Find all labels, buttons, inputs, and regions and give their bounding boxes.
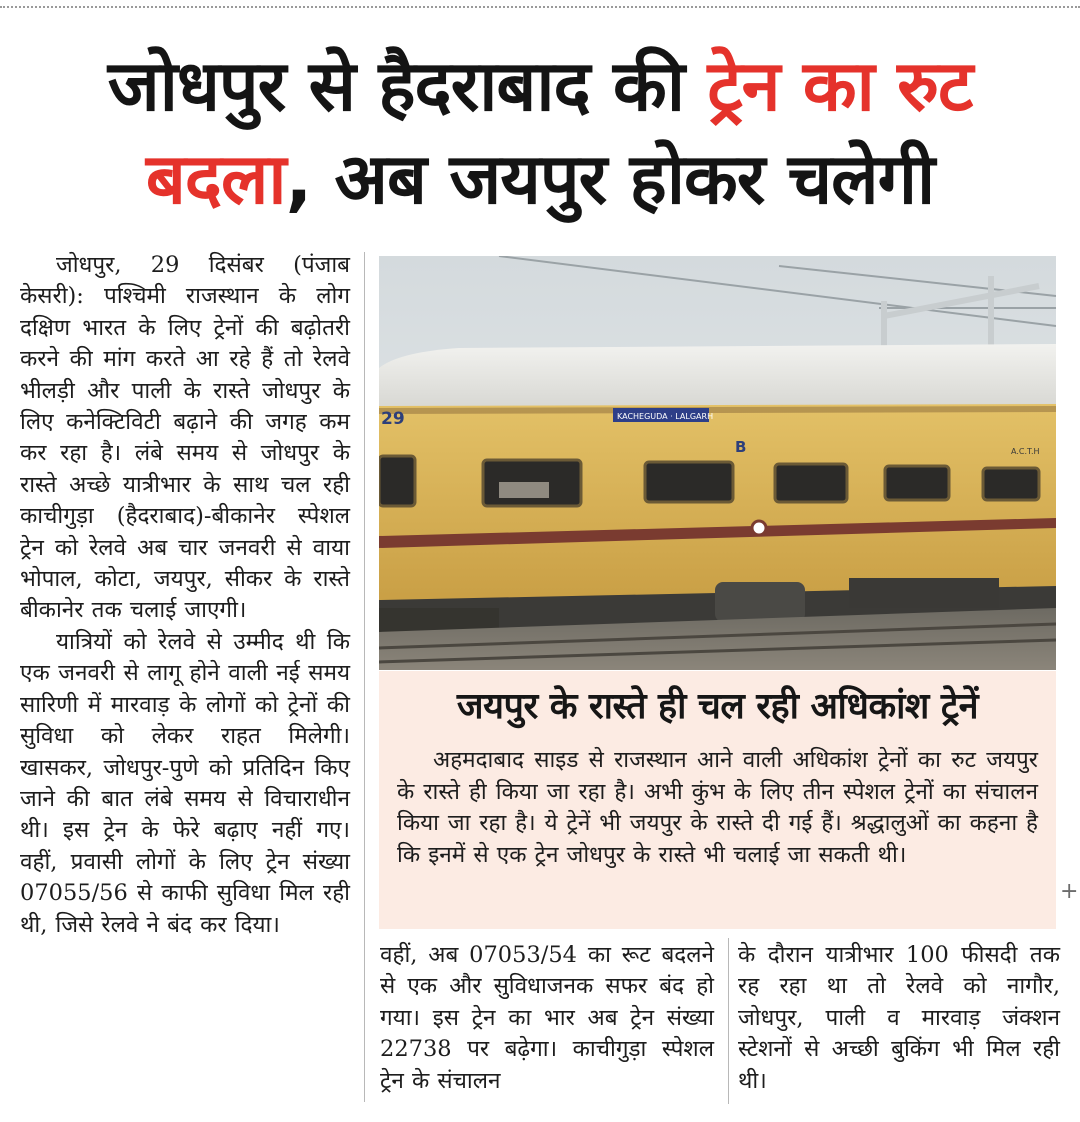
- coach-number: 29: [381, 409, 405, 429]
- headline-line1-red: ट्रेन का रुट: [707, 45, 973, 127]
- column-divider-lower: [728, 938, 729, 1104]
- coach-code: A.C.T.H: [1011, 447, 1040, 456]
- coach-class-letter: B: [735, 438, 747, 456]
- article-paragraph-3: वहीं, अब 07053/54 का रूट बदलने से एक और सुविधाजनक सफर बंद हो गया। इस ट्रेन का भार अब ट्रेन संख्या 22738 पर बढ़ेगा। काचीगुड़ा स्पेशल ट्रेन के संचालन: [380, 942, 714, 1094]
- headline-line2-red: बदला: [145, 138, 286, 220]
- sidebar-title: जयपुर के रास्ते ही चल रही अधिकांश ट्रेनें: [456, 686, 979, 727]
- coach-destination-board: KACHEGUDA · LALGARH: [617, 412, 714, 421]
- crop-mark: +: [1060, 879, 1079, 904]
- article-paragraph-2: यात्रियों को रेलवे से उम्मीद थी कि एक जनवरी से लागू होने वाली नई समय सारिणी में मारवाड़ के लोगों को ट्रेनों की सुविधा को लेकर राहत मिलेगी। खासकर, जोधपुर-पुणे को प्रतिदिन किए जाने की बात लंबे समय से विचाराधीन थी। इस ट्रेन के फेरे बढ़ाए नहीं गए। वहीं, प्रवासी लोगों के लिए ट्रेन संख्या 07055/56 से काफी सुविधा मिल रही थी, जिसे रेलवे ने बंद कर दिया।: [20, 628, 350, 938]
- article-right-column: [738, 940, 1060, 1097]
- headline: [14, 40, 1066, 226]
- article-left-column: [20, 250, 350, 941]
- article-paragraph-4: के दौरान यात्रीभार 100 फीसदी तक रह रहा था तो रेलवे को नागौर, जोधपुर, पाली व मारवाड़ जंक्शन स्टेशनों से अच्छी बुकिंग भी मिल रही थी।: [738, 942, 1060, 1094]
- sidebar-box: [379, 671, 1056, 929]
- column-divider: [364, 252, 365, 1102]
- headline-line1-black: जोधपुर से हैदराबाद की: [107, 45, 708, 127]
- top-dotted-rule: [0, 6, 1080, 8]
- article-paragraph-1: जोधपुर, 29 दिसंबर (पंजाब केसरी): पश्चिमी राजस्थान के लोग दक्षिण भारत के लिए ट्रेनों की बढ़ोतरी करने की मांग करते आ रहे हैं तो रेलवे भीलड़ी और पाली के रास्ते जोधपुर के लिए कनेक्टिविटी बढ़ाने की जगह कम कर रहा है। लंबे समय से जोधपुर के रास्ते अच्छे यात्रीभार के साथ चल रही काचीगुड़ा (हैदराबाद)-बीकानेर स्पेशल ट्रेन को रेलवे अब चार जनवरी से वाया भोपाल, कोटा, जयपुर, सीकर के रास्ते बीकानेर तक चलाई जाएगी।: [20, 252, 350, 624]
- sidebar-body: अहमदाबाद साइड से राजस्थान आने वाली अधिकांश ट्रेनों का रुट जयपुर के रास्ते ही किया जा रहा है। अभी कुंभ के लिए तीन स्पेशल ट्रेनों का संचालन किया जा रहा है। ये ट्रेनें भी जयपुर के रास्ते दी गई हैं। श्रद्धालुओं का कहना है कि इनमें से एक ट्रेन जोधपुर के रास्ते भी चलाई जा सकती थी।: [397, 747, 1038, 868]
- train-photo: [379, 256, 1056, 670]
- headline-line2-black: , अब जयपुर होकर चलेगी: [285, 138, 935, 220]
- article-middle-column: [380, 940, 714, 1097]
